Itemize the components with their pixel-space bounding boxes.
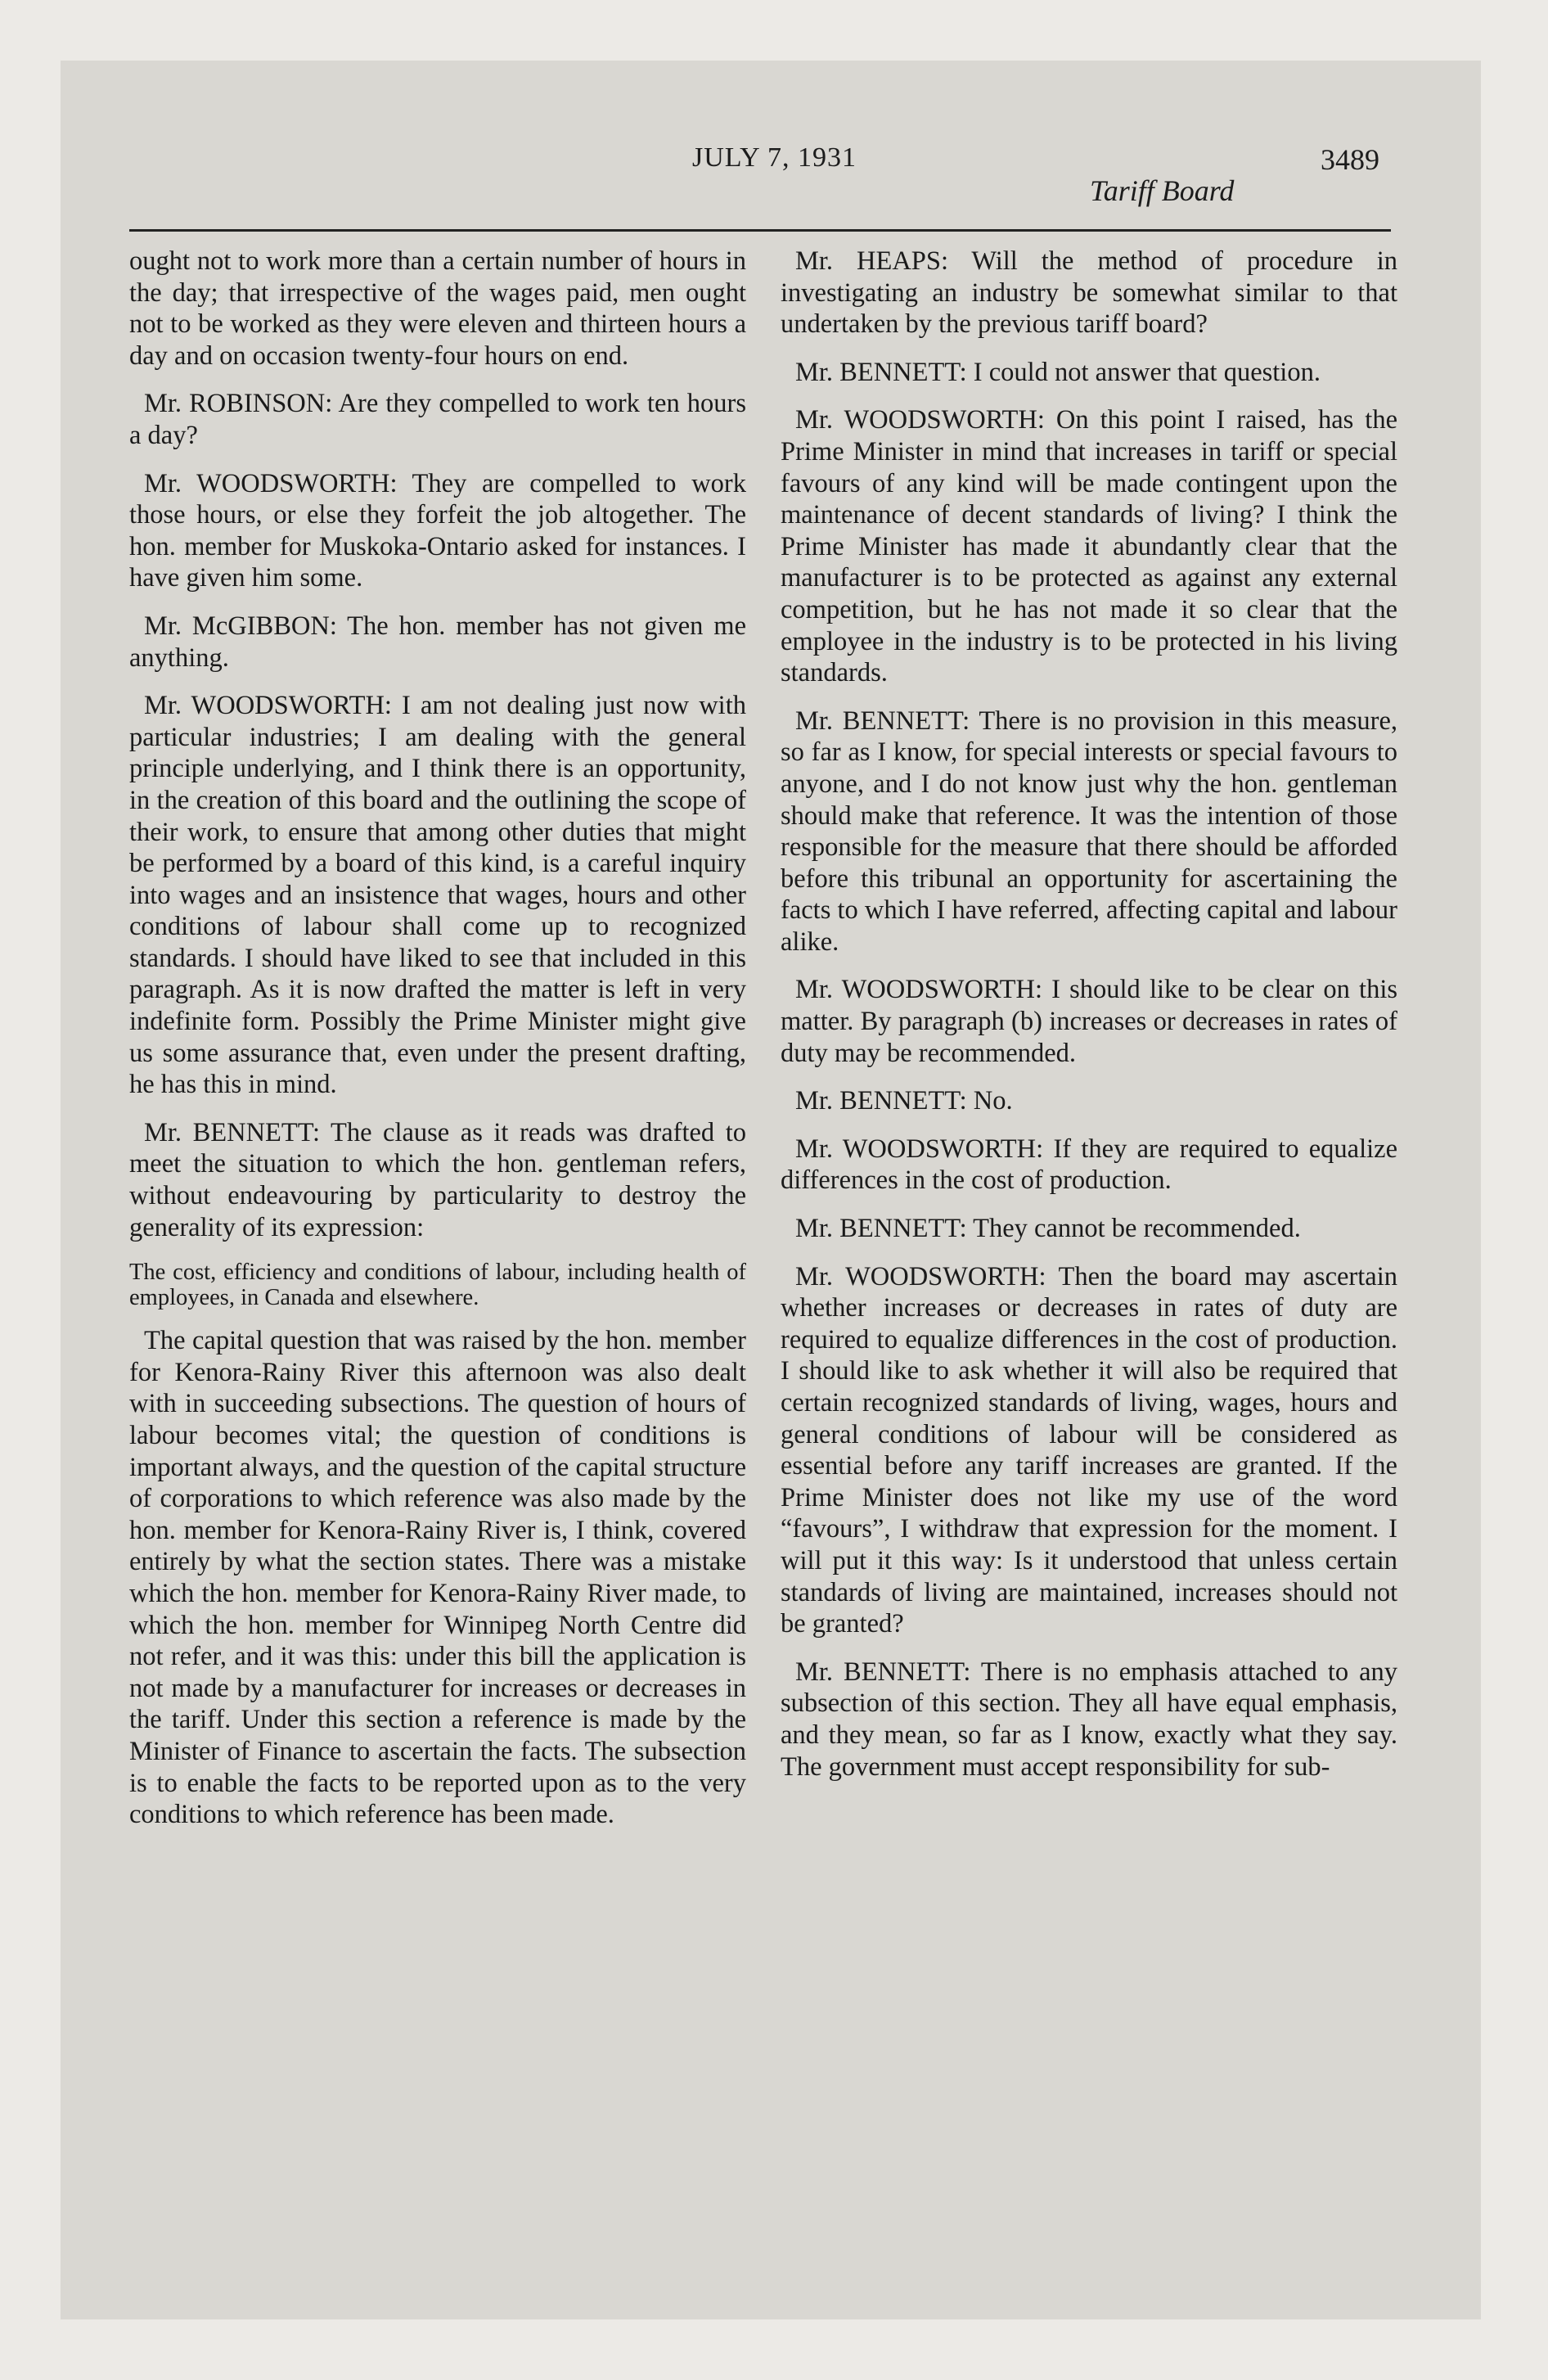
paragraph: Mr. BENNETT: No. [795, 1086, 1013, 1116]
paragraph: Mr. BENNETT: They cannot be recommended. [795, 1214, 1301, 1244]
paragraph: ought not to work more than a certain number of hours in the day; that irrespective of the wages paid, men ought not to be worked as they were eleven and thirteen hours a day and on occasion twenty-four hours on end. [129, 246, 746, 371]
paragraph: Mr. BENNETT: There is no provision in this measure, so far as I know, for special interests or special favours to anyone, and I do not know just why the hon. gentleman should make that reference. It was the intention of those responsible for the measure that there should be afforded before this tribunal an opportunity for ascertaining the facts to which I have referred, affecting capital and labour alike. [781, 705, 1397, 957]
right-column [781, 246, 1397, 1799]
paragraph: Mr. BENNETT: I could not answer that question. [795, 357, 1321, 387]
paragraph: The capital question that was raised by the hon. member for Kenora-Rainy River this afternoon was also dealt with in succeeding subsections. The question of hours of labour becomes vital; the question of conditions is important always, and the question of the capital structure of corporations to which reference was also made by the hon. member for Kenora-Rainy River is, I think, covered entirely by what the section states. There was a mistake which the hon. member for Kenora-Rainy River made, to which the hon. member for Winnipeg North Centre did not refer, and it was this: under this bill the application is not made by a manufacturer for increases or decreases in the tariff. Under this section a reference is made by the Minister of Finance to ascertain the facts. The subsection is to enable the facts to be reported upon as to the very conditions to which reference has been made. [129, 1326, 746, 1830]
page-header [61, 77, 1481, 216]
quoted-clause: The cost, efficiency and conditions of labour, including health of employees, in Canada and elsewhere. [129, 1260, 746, 1311]
paragraph: Mr. BENNETT: The clause as it reads was drafted to meet the situation to which the hon. gentleman refers, without endeavouring by particularity to destroy the generality of its expression: [129, 1117, 746, 1242]
left-column [129, 246, 746, 1847]
paragraph: Mr. WOODSWORTH: They are compelled to work those hours, or else they forfeit the job altogether. The hon. member for Muskoka-Ontario asked for instances. I have given him some. [129, 468, 746, 593]
paragraph: Mr. McGIBBON: The hon. member has not given me anything. [129, 611, 746, 673]
header-date: JULY 7, 1931 [692, 142, 857, 173]
paragraph: Mr. HEAPS: Will the method of procedure in investigating an industry be somewhat similar to that undertaken by the previous tariff board? [781, 246, 1397, 340]
header-rule [129, 229, 1391, 232]
header-page-number: 3489 [1321, 143, 1379, 176]
paragraph: Mr. WOODSWORTH: I am not dealing just now with particular industries; I am dealing with the general principle underlying, and I think there is an opportunity, in the creation of this board and the outlining the scope of their work, to ensure that among other duties that might be performed by a board of this kind, is a careful inquiry into wages and an insistence that wages, hours and other conditions of labour shall come up to recognized standards. I should have liked to see that included in this paragraph. As it is now drafted the matter is left in very indefinite form. Possibly the Prime Minister might give us some assurance that, even under the present drafting, he has this in mind. [129, 691, 746, 1100]
paragraph: Mr. WOODSWORTH: On this point I raised, has the Prime Minister in mind that increases in tariff or special favours of any kind will be made contingent upon the maintenance of decent standards of living? I think the Prime Minister has made it abundantly clear that the manufacturer is to be protected as against any external competition, but he has not made it so clear that the employee in the industry is to be protected in his living standards. [781, 405, 1397, 688]
paragraph: Mr. WOODSWORTH: Then the board may ascertain whether increases or decreases in rates of duty are required to equalize differences in the cost of production. I should like to ask whether it will also be required that certain recognized standards of living, wages, hours and general conditions of labour will be considered as essential before any tariff increases are granted. If the Prime Minister does not like my use of the word “favours”, I withdraw that expression for the moment. I will put it this way: Is it understood that unless certain standards of living are maintained, increases should not be granted? [781, 1261, 1397, 1639]
paragraph: Mr. WOODSWORTH: If they are required to equalize differences in the cost of production. [781, 1134, 1397, 1196]
paragraph: Mr. BENNETT: There is no emphasis attached to any subsection of this section. They all have equal emphasis, and they mean, so far as I know, exactly what they say. The government must accept responsibility for sub- [781, 1657, 1397, 1782]
paragraph: Mr. WOODSWORTH: I should like to be clear on this matter. By paragraph (b) increases or decreases in rates of duty may be recommended. [781, 975, 1397, 1068]
paragraph: Mr. ROBINSON: Are they compelled to work ten hours a day? [129, 389, 746, 450]
header-section-title: Tariff Board [1090, 174, 1235, 207]
